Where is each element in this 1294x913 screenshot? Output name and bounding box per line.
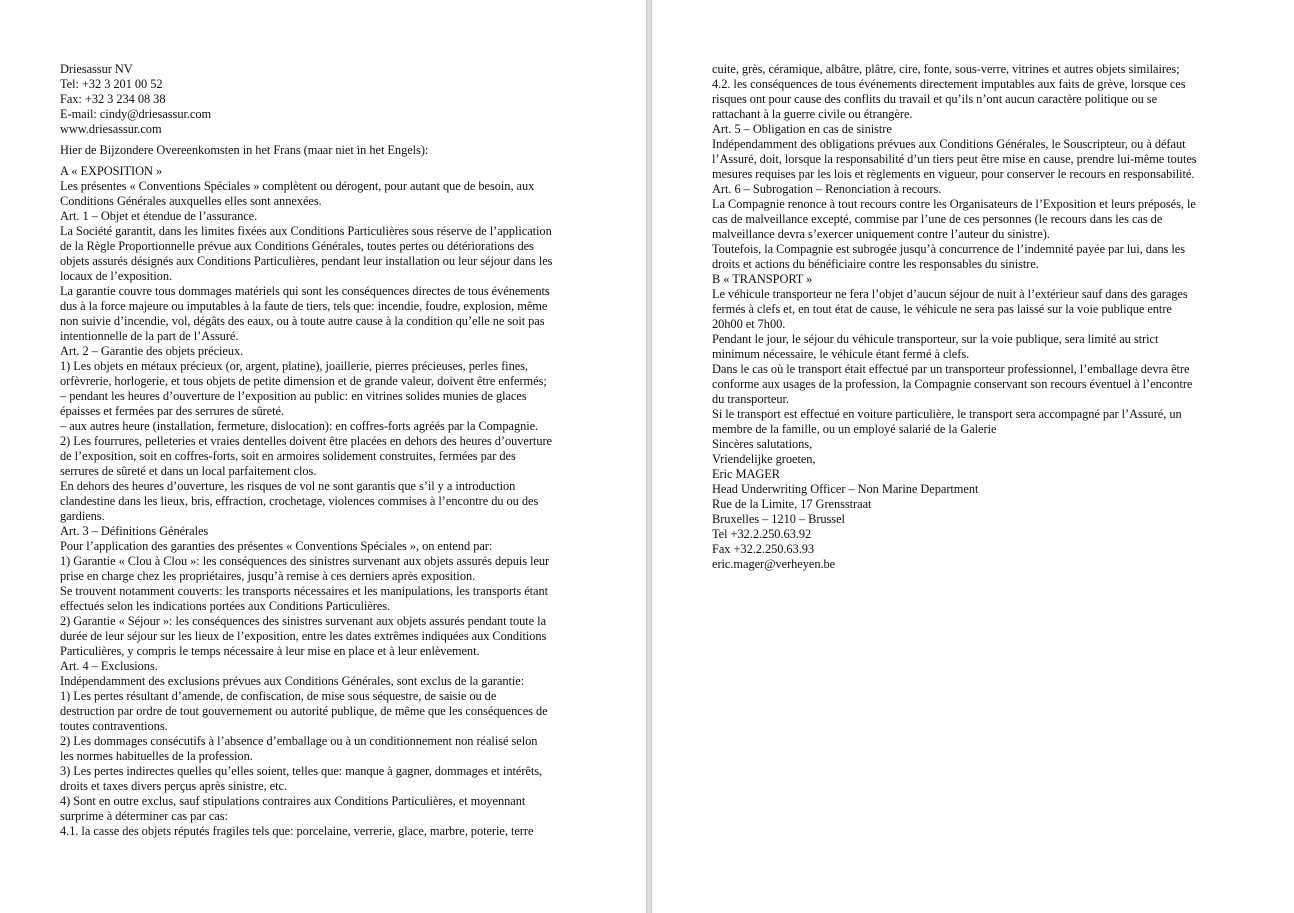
text-line: Art. 1 – Objet et étendue de l’assurance.: [60, 209, 258, 223]
text-line: Pour l’application des garanties des présentes « Conventions Spéciales », on entend par:: [60, 539, 493, 553]
text-line: Art. 6 – Subrogation – Renonciation à recours.: [712, 182, 942, 196]
text-line: clandestine dans les lieux, bris, effraction, crochetage, violences commises à l’encontre du ou des: [60, 494, 539, 508]
text-line: dus à la force majeure ou imputables à la faute de tiers, tels que: incendie, foudre, explosion, même: [60, 299, 548, 313]
text-line: non suivie d’incendie, vol, dégâts des eaux, ou à toute autre cause à la condition qu’elle ne soit pas: [60, 314, 545, 328]
text-line: La Société garantit, dans les limites fixées aux Conditions Particulières sous réserve de l’application: [60, 224, 552, 238]
text-line: locaux de l’exposition.: [60, 269, 173, 283]
page-right: [652, 0, 1294, 913]
text-line: de l’exposition, soit en coffres-forts, soit en armoires solidement construites, fermées par des: [60, 449, 516, 463]
text-line: Pendant le jour, le séjour du véhicule transporteur, sur la voie publique, sera limité au strict: [712, 332, 1159, 346]
text-line: Art. 4 – Exclusions.: [60, 659, 158, 673]
text-line: Toutefois, la Compagnie est subrogée jusqu’à concurrence de l’indemnité payée par lui, dans les: [712, 242, 1185, 256]
text-line: Conditions Générales auxquelles elles sont annexées.: [60, 194, 322, 208]
text-line: Indépendamment des obligations prévues aux Conditions Générales, le Souscripteur, ou à défaut: [712, 137, 1186, 151]
text-line: Se trouvent notamment couverts: les transports nécessaires et les manipulations, les transports étant: [60, 584, 549, 598]
text-line: Vriendelijke groeten,: [712, 452, 816, 466]
text-line: 1) Garantie « Clou à Clou »: les conséquences des sinistres survenant aux objets assurés depuis leur: [60, 554, 550, 568]
text-line: objets assurés désignés aux Conditions Particulières, pendant leur installation ou leur séjour dans les: [60, 254, 553, 268]
text-line: prise en charge chez les propriétaires, jusqu’à remise à ces derniers après exposition.: [60, 569, 476, 583]
text-line: Si le transport est effectué en voiture particulière, le transport sera accompagné par l’Assuré, un: [712, 407, 1182, 421]
page-right-content: [712, 62, 1242, 572]
header-line: Driesassur NV: [60, 62, 133, 76]
page-left: [0, 0, 646, 913]
text-line: Les présentes « Conventions Spéciales » complètent ou dérogent, pour autant que de besoin, aux: [60, 179, 535, 193]
text-line: Art. 2 – Garantie des objets précieux.: [60, 344, 244, 358]
text-line: minimum nécessaire, le véhicule étant fermé à clefs.: [712, 347, 970, 361]
text-line: 1) Les pertes résultant d’amende, de confiscation, de mise sous séquestre, de saisie ou de: [60, 689, 497, 703]
text-line: intentionnelle de la part de l’Assuré.: [60, 329, 239, 343]
right-body-text: [712, 62, 1242, 572]
text-line: épaisses et fermées par des serrures de sûreté.: [60, 404, 285, 418]
text-line: La Compagnie renonce à tout recours contre les Organisateurs de l’Exposition et leurs préposés, le: [712, 197, 1196, 211]
text-line: Art. 3 – Définitions Générales: [60, 524, 209, 538]
text-line: 1) Les objets en métaux précieux (or, argent, platine), joaillerie, pierres précieuses, perles fines,: [60, 359, 528, 373]
text-line: Sincères salutations,: [712, 437, 813, 451]
left-body-text: [60, 164, 590, 839]
text-line: cuite, grès, céramique, albâtre, plâtre, cire, fonte, sous-verre, vitrines et autres objets similaires;: [712, 62, 1180, 76]
text-line: Fax +32.2.250.63.93: [712, 542, 815, 556]
text-line: Bruxelles – 1210 – Brussel: [712, 512, 845, 526]
text-line: Art. 5 – Obligation en cas de sinistre: [712, 122, 892, 136]
text-line: de la Règle Proportionnelle prévue aux Conditions Générales, toutes pertes ou détériorations des: [60, 239, 534, 253]
text-line: En dehors des heures d’ouverture, les risques de vol ne sont garantis que s’il y a introduction: [60, 479, 516, 493]
header-line: Tel: +32 3 201 00 52: [60, 77, 163, 91]
text-line: mesures requises par les lois et règlements en vigueur, pour conserver le recours en responsabilité.: [712, 167, 1195, 181]
text-line: fermés à clefs et, en tout état de cause, le véhicule ne sera pas laissé sur la voie publique entre: [712, 302, 1172, 316]
text-line: – aux autres heure (installation, fermeture, dislocation): en coffres-forts agréés par la Compagnie.: [60, 419, 539, 433]
text-line: Head Underwriting Officer – Non Marine Department: [712, 482, 979, 496]
text-line: les normes habituelles de la profession.: [60, 749, 253, 763]
text-line: malveillance devra s’exercer uniquement contre l’auteur du sinistre).: [712, 227, 1050, 241]
text-line: Rue de la Limite, 17 Grensstraat: [712, 497, 872, 511]
text-line: risques ont pour cause des conflits du travail et qu’ils n’ont aucun caractère politique ou se: [712, 92, 1158, 106]
text-line: surprime à déterminer cas par cas:: [60, 809, 228, 823]
text-line: Tel +32.2.250.63.92: [712, 527, 812, 541]
sender-header: [60, 62, 590, 137]
text-line: 4) Sont en outre exclus, sauf stipulations contraires aux Conditions Particulières, et moyennant: [60, 794, 526, 808]
text-line: rattachant à la guerre civile ou étrangère.: [712, 107, 913, 121]
text-line: effectués selon les indications portées aux Conditions Particulières.: [60, 599, 391, 613]
header-line: www.driesassur.com: [60, 122, 162, 136]
text-line: droits et actions du bénéficiaire contre les responsables du sinistre.: [712, 257, 1039, 271]
text-line: orfèvrerie, horlogerie, et tous objets de petite dimension et de grande valeur, doivent être enfermés;: [60, 374, 547, 388]
text-line: du transporteur.: [712, 392, 789, 406]
header-line: E-mail: cindy@driesassur.com: [60, 107, 212, 121]
text-line: 3) Les pertes indirectes quelles qu’elles soient, telles que: manque à gagner, dommages et intérêts,: [60, 764, 543, 778]
text-line: droits et taxes divers perçus après sinistre, etc.: [60, 779, 287, 793]
text-line: 20h00 et 7h00.: [712, 317, 786, 331]
text-line: Dans le cas où le transport était effectué par un transporteur professionnel, l’emballage devra être: [712, 362, 1190, 376]
header-line: Fax: +32 3 234 08 38: [60, 92, 166, 106]
text-line: durée de leur séjour sur les lieux de l’exposition, entre les dates extrêmes indiquées aux Conditions: [60, 629, 547, 643]
page-left-content: [60, 62, 590, 839]
text-line: A « EXPOSITION »: [60, 164, 163, 178]
text-line: 4.2. les conséquences de tous événements directement imputables aux faits de grève, lorsque ces: [712, 77, 1186, 91]
text-line: Eric MAGER: [712, 467, 780, 481]
text-line: toutes contraventions.: [60, 719, 168, 733]
text-line: destruction par ordre de tout gouvernement ou autorité publique, de même que les conséquences de: [60, 704, 548, 718]
text-line: eric.mager@verheyen.be: [712, 557, 836, 571]
text-line: – pendant les heures d’ouverture de l’exposition au public: en vitrines solides munies de glaces: [60, 389, 527, 403]
text-line: conforme aux usages de la profession, la Compagnie conservant son recours éventuel à l’encontre: [712, 377, 1193, 391]
text-line: Le véhicule transporteur ne fera l’objet d’aucun séjour de nuit à l’extérieur sauf dans des garages: [712, 287, 1188, 301]
text-line: 2) Les dommages consécutifs à l’absence d’emballage ou à un conditionnement non réalisé selon: [60, 734, 538, 748]
text-line: serrures de sûreté et dans un local parfaitement clos.: [60, 464, 317, 478]
text-line: La garantie couvre tous dommages matériels qui sont les conséquences directes de tous événements: [60, 284, 550, 298]
text-line: gardiens.: [60, 509, 105, 523]
text-line: membre de la famille, ou un employé salarié de la Galerie: [712, 422, 997, 436]
text-line: B « TRANSPORT »: [712, 272, 813, 286]
text-line: Indépendamment des exclusions prévues aux Conditions Générales, sont exclus de la garantie:: [60, 674, 525, 688]
intro-line: Hier de Bijzondere Overeenkomsten in het Frans (maar niet in het Engels):: [60, 143, 429, 157]
text-line: cas de malveillance excepté, commise par l’une de ces personnes (le recours dans les cas de: [712, 212, 1163, 226]
text-line: l’Assuré, doit, lorsque la responsabilité d’un tiers peut être mise en cause, prendre lui-même toutes: [712, 152, 1197, 166]
text-line: 2) Les fourrures, pelleteries et vraies dentelles doivent être placées en dehors des heures d’ouverture: [60, 434, 552, 448]
text-line: Particulières, y compris le temps nécessaire à leur mise en place et à leur enlèvement.: [60, 644, 480, 658]
text-line: 2) Garantie « Séjour »: les conséquences des sinistres survenant aux objets assurés pendant toute la: [60, 614, 547, 628]
text-line: 4.1. la casse des objets réputés fragiles tels que: porcelaine, verrerie, glace, marbre, poterie, terre: [60, 824, 534, 838]
